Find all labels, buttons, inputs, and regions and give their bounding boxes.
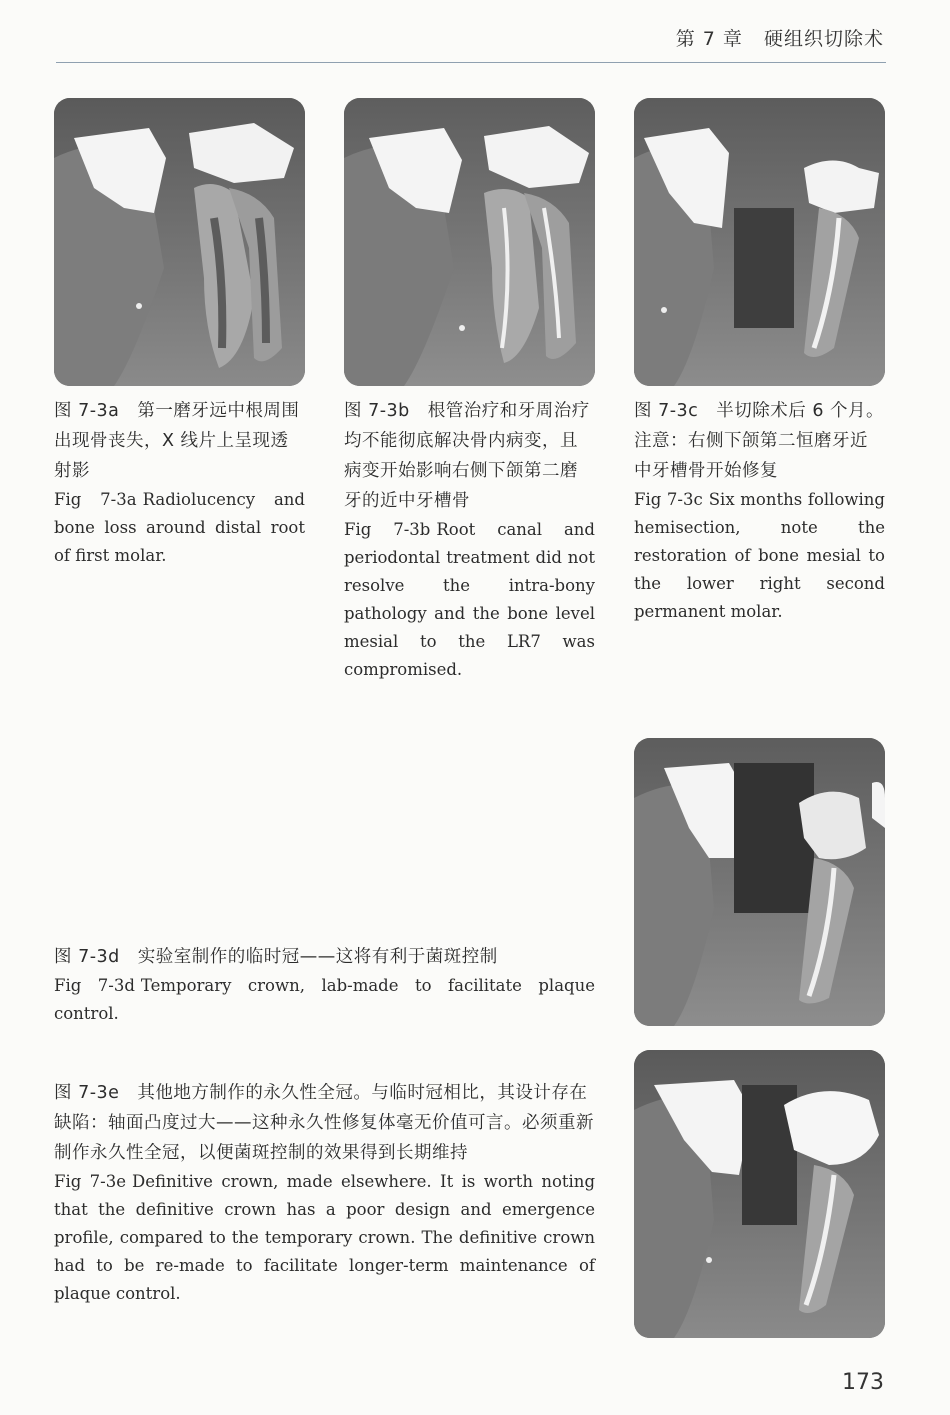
figure-7-3c-image xyxy=(634,98,885,386)
figure-7-3a-image xyxy=(54,98,305,386)
caption-cn: 图 7-3e 其他地方制作的永久性全冠。与临时冠相比，其设计存在缺陷：轴面凸度过大——这种永久性修复体毫无价值可言。必须重新制作永久性全冠，以便菌斑控制的效果得到长期维持 xyxy=(54,1083,594,1163)
figure-7-3b-caption xyxy=(344,396,595,684)
caption-label: Fig 7-3d xyxy=(54,976,135,995)
caption-en: Fig 7-3c Six months following hemisection, note the restoration of bone mesial to the lower right second permanent molar. xyxy=(634,490,885,621)
caption-cn: 图 7-3b 根管治疗和牙周治疗均不能彻底解决骨内病变，且病变开始影响右侧下颌第二磨牙的近中牙槽骨 xyxy=(344,401,590,511)
page-number: 173 xyxy=(842,1370,884,1395)
caption-en: Fig 7-3e Definitive crown, made elsewhere. It is worth noting that the definitive crown has a poor design and emergence profile, compared to the temporary crown. The definitive crown had to be re-made to facilitate longer-term maintenance of plaque control. xyxy=(54,1172,595,1303)
figure-7-3e-image xyxy=(634,1050,885,1338)
figure-7-3b-image xyxy=(344,98,595,386)
caption-label: Fig 7-3e xyxy=(54,1172,127,1191)
caption-label: Fig 7-3c xyxy=(634,490,703,509)
figure-7-3a-caption xyxy=(54,396,305,570)
running-header xyxy=(676,24,884,51)
figure-7-3c-caption xyxy=(634,396,885,626)
caption-label: Fig 7-3a xyxy=(54,490,137,509)
caption-en: Fig 7-3a Radiolucency and bone loss around distal root of first molar. xyxy=(54,490,305,565)
caption-label: Fig 7-3b xyxy=(344,520,431,539)
caption-en: Fig 7-3d Temporary crown, lab-made to facilitate plaque control. xyxy=(54,976,595,1023)
figure-7-3e-caption xyxy=(54,1078,595,1308)
caption-cn: 图 7-3d 实验室制作的临时冠——这将有利于菌斑控制 xyxy=(54,947,498,967)
caption-cn: 图 7-3a 第一磨牙远中根周围出现骨丧失，X 线片上呈现透射影 xyxy=(54,401,300,481)
caption-en: Fig 7-3b Root canal and periodontal treatment did not resolve the intra-bony pathology and the bone level mesial to the LR7 was compromised. xyxy=(344,520,595,679)
chapter-number: 第 7 章 xyxy=(675,28,743,50)
caption-cn: 图 7-3c 半切除术后 6 个月。注意：右侧下颌第二恒磨牙近中牙槽骨开始修复 xyxy=(634,401,885,481)
figure-7-3d-image xyxy=(634,738,885,1026)
header-rule xyxy=(56,62,886,63)
figure-7-3d-caption xyxy=(54,942,595,1028)
chapter-title: 硬组织切除术 xyxy=(763,28,884,50)
